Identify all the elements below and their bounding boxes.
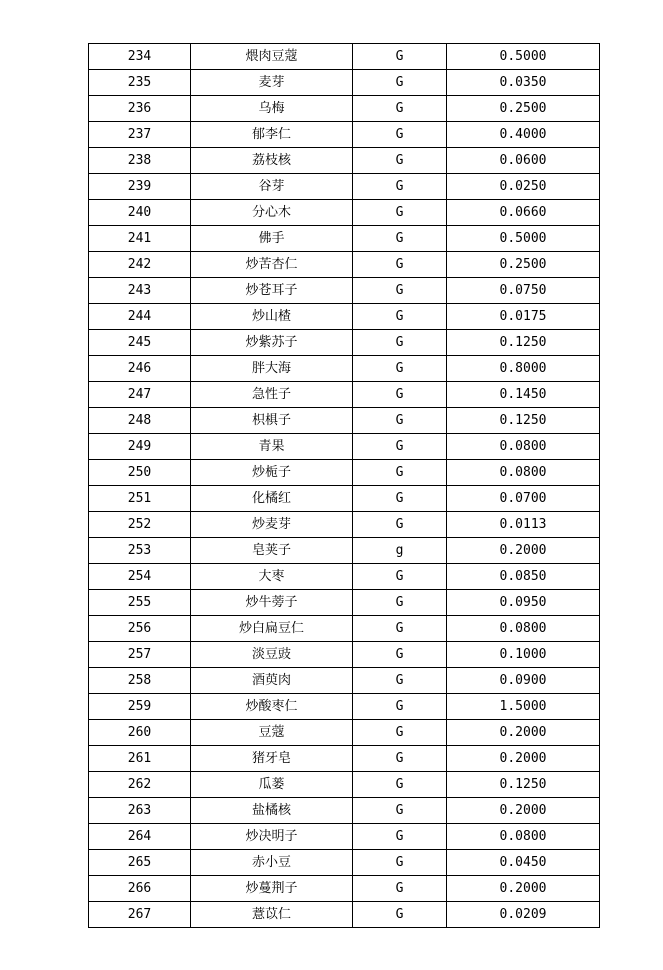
unit-cell: G	[353, 486, 447, 512]
item-name-cell: 炒麦芽	[191, 512, 353, 538]
row-number-cell: 239	[89, 174, 191, 200]
row-number-cell: 258	[89, 668, 191, 694]
unit-cell: G	[353, 408, 447, 434]
quantity-cell: 0.0209	[447, 902, 600, 928]
item-name-cell: 豆蔻	[191, 720, 353, 746]
table-row	[89, 876, 600, 902]
item-name-cell: 炒牛蒡子	[191, 590, 353, 616]
quantity-cell: 0.1250	[447, 330, 600, 356]
row-number-cell: 241	[89, 226, 191, 252]
item-name-cell: 煨肉豆蔻	[191, 44, 353, 70]
unit-cell: G	[353, 798, 447, 824]
row-number-cell: 253	[89, 538, 191, 564]
quantity-cell: 0.0113	[447, 512, 600, 538]
table-row	[89, 668, 600, 694]
row-number-cell: 244	[89, 304, 191, 330]
item-name-cell: 赤小豆	[191, 850, 353, 876]
quantity-cell: 0.2000	[447, 876, 600, 902]
table-row	[89, 408, 600, 434]
quantity-cell: 0.2500	[447, 252, 600, 278]
row-number-cell: 257	[89, 642, 191, 668]
row-number-cell: 263	[89, 798, 191, 824]
item-name-cell: 分心木	[191, 200, 353, 226]
unit-cell: G	[353, 356, 447, 382]
item-name-cell: 胖大海	[191, 356, 353, 382]
row-number-cell: 249	[89, 434, 191, 460]
quantity-cell: 0.1250	[447, 408, 600, 434]
item-name-cell: 炒紫苏子	[191, 330, 353, 356]
quantity-cell: 0.0250	[447, 174, 600, 200]
item-name-cell: 盐橘核	[191, 798, 353, 824]
table-row	[89, 96, 600, 122]
table-row	[89, 850, 600, 876]
item-name-cell: 乌梅	[191, 96, 353, 122]
unit-cell: G	[353, 200, 447, 226]
item-name-cell: 炒决明子	[191, 824, 353, 850]
quantity-cell: 0.0800	[447, 616, 600, 642]
unit-cell: G	[353, 278, 447, 304]
unit-cell: G	[353, 434, 447, 460]
item-name-cell: 炒山楂	[191, 304, 353, 330]
row-number-cell: 267	[89, 902, 191, 928]
unit-cell: G	[353, 902, 447, 928]
document-page	[88, 43, 599, 928]
unit-cell: G	[353, 174, 447, 200]
row-number-cell: 242	[89, 252, 191, 278]
item-name-cell: 瓜蒌	[191, 772, 353, 798]
quantity-cell: 0.1250	[447, 772, 600, 798]
quantity-cell: 0.0700	[447, 486, 600, 512]
unit-cell: G	[353, 694, 447, 720]
table-row	[89, 512, 600, 538]
table-row	[89, 538, 600, 564]
unit-cell: G	[353, 720, 447, 746]
table-row	[89, 148, 600, 174]
table-row	[89, 382, 600, 408]
item-name-cell: 大枣	[191, 564, 353, 590]
item-name-cell: 麦芽	[191, 70, 353, 96]
row-number-cell: 250	[89, 460, 191, 486]
item-name-cell: 枳椇子	[191, 408, 353, 434]
item-name-cell: 急性子	[191, 382, 353, 408]
quantity-cell: 0.0660	[447, 200, 600, 226]
row-number-cell: 255	[89, 590, 191, 616]
table-row	[89, 278, 600, 304]
row-number-cell: 252	[89, 512, 191, 538]
quantity-cell: 0.4000	[447, 122, 600, 148]
row-number-cell: 264	[89, 824, 191, 850]
unit-cell: G	[353, 70, 447, 96]
unit-cell: G	[353, 850, 447, 876]
item-name-cell: 薏苡仁	[191, 902, 353, 928]
table-row	[89, 200, 600, 226]
quantity-cell: 0.5000	[447, 226, 600, 252]
item-name-cell: 炒蔓荆子	[191, 876, 353, 902]
table-row	[89, 902, 600, 928]
quantity-cell: 0.0850	[447, 564, 600, 590]
row-number-cell: 261	[89, 746, 191, 772]
row-number-cell: 262	[89, 772, 191, 798]
quantity-cell: 0.0450	[447, 850, 600, 876]
quantity-cell: 0.2000	[447, 720, 600, 746]
table-row	[89, 122, 600, 148]
unit-cell: G	[353, 590, 447, 616]
quantity-cell: 0.0900	[447, 668, 600, 694]
row-number-cell: 259	[89, 694, 191, 720]
unit-cell: G	[353, 564, 447, 590]
table-row	[89, 304, 600, 330]
quantity-cell: 0.0800	[447, 824, 600, 850]
unit-cell: G	[353, 772, 447, 798]
item-name-cell: 酒萸肉	[191, 668, 353, 694]
unit-cell: G	[353, 122, 447, 148]
table-row	[89, 642, 600, 668]
quantity-cell: 0.0175	[447, 304, 600, 330]
quantity-cell: 0.2000	[447, 538, 600, 564]
unit-cell: G	[353, 616, 447, 642]
unit-cell: G	[353, 512, 447, 538]
quantity-cell: 0.2500	[447, 96, 600, 122]
item-name-cell: 炒苍耳子	[191, 278, 353, 304]
row-number-cell: 243	[89, 278, 191, 304]
row-number-cell: 254	[89, 564, 191, 590]
quantity-cell: 0.0750	[447, 278, 600, 304]
item-name-cell: 佛手	[191, 226, 353, 252]
table-row	[89, 356, 600, 382]
item-name-cell: 青果	[191, 434, 353, 460]
item-name-cell: 郁李仁	[191, 122, 353, 148]
row-number-cell: 234	[89, 44, 191, 70]
item-name-cell: 淡豆豉	[191, 642, 353, 668]
unit-cell: G	[353, 460, 447, 486]
unit-cell: G	[353, 330, 447, 356]
row-number-cell: 238	[89, 148, 191, 174]
row-number-cell: 251	[89, 486, 191, 512]
herb-price-table	[88, 43, 600, 928]
row-number-cell: 256	[89, 616, 191, 642]
row-number-cell: 265	[89, 850, 191, 876]
table-row	[89, 486, 600, 512]
unit-cell: G	[353, 44, 447, 70]
quantity-cell: 0.2000	[447, 798, 600, 824]
quantity-cell: 0.0600	[447, 148, 600, 174]
quantity-cell: 0.0800	[447, 460, 600, 486]
row-number-cell: 260	[89, 720, 191, 746]
table-row	[89, 330, 600, 356]
table-row	[89, 798, 600, 824]
table-row	[89, 564, 600, 590]
unit-cell: G	[353, 304, 447, 330]
quantity-cell: 0.0350	[447, 70, 600, 96]
table-row	[89, 616, 600, 642]
unit-cell: G	[353, 226, 447, 252]
row-number-cell: 237	[89, 122, 191, 148]
item-name-cell: 皂荚子	[191, 538, 353, 564]
quantity-cell: 0.1450	[447, 382, 600, 408]
row-number-cell: 247	[89, 382, 191, 408]
item-name-cell: 炒酸枣仁	[191, 694, 353, 720]
table-row	[89, 44, 600, 70]
item-name-cell: 化橘红	[191, 486, 353, 512]
table-row	[89, 434, 600, 460]
unit-cell: G	[353, 876, 447, 902]
quantity-cell: 0.5000	[447, 44, 600, 70]
unit-cell: G	[353, 746, 447, 772]
item-name-cell: 荔枝核	[191, 148, 353, 174]
row-number-cell: 246	[89, 356, 191, 382]
table-row	[89, 252, 600, 278]
item-name-cell: 炒白扁豆仁	[191, 616, 353, 642]
quantity-cell: 0.0950	[447, 590, 600, 616]
item-name-cell: 炒苦杏仁	[191, 252, 353, 278]
item-name-cell: 谷芽	[191, 174, 353, 200]
table-row	[89, 746, 600, 772]
unit-cell: G	[353, 642, 447, 668]
row-number-cell: 240	[89, 200, 191, 226]
table-body	[89, 44, 600, 928]
table-row	[89, 772, 600, 798]
quantity-cell: 0.2000	[447, 746, 600, 772]
unit-cell: G	[353, 96, 447, 122]
quantity-cell: 0.0800	[447, 434, 600, 460]
quantity-cell: 1.5000	[447, 694, 600, 720]
unit-cell: G	[353, 668, 447, 694]
table-row	[89, 720, 600, 746]
table-row	[89, 226, 600, 252]
unit-cell: G	[353, 148, 447, 174]
table-row	[89, 70, 600, 96]
row-number-cell: 266	[89, 876, 191, 902]
unit-cell: G	[353, 824, 447, 850]
unit-cell: G	[353, 382, 447, 408]
quantity-cell: 0.8000	[447, 356, 600, 382]
table-row	[89, 694, 600, 720]
item-name-cell: 炒栀子	[191, 460, 353, 486]
row-number-cell: 235	[89, 70, 191, 96]
table-row	[89, 824, 600, 850]
unit-cell: g	[353, 538, 447, 564]
quantity-cell: 0.1000	[447, 642, 600, 668]
row-number-cell: 236	[89, 96, 191, 122]
table-row	[89, 174, 600, 200]
row-number-cell: 248	[89, 408, 191, 434]
row-number-cell: 245	[89, 330, 191, 356]
table-row	[89, 590, 600, 616]
unit-cell: G	[353, 252, 447, 278]
table-row	[89, 460, 600, 486]
item-name-cell: 猪牙皂	[191, 746, 353, 772]
